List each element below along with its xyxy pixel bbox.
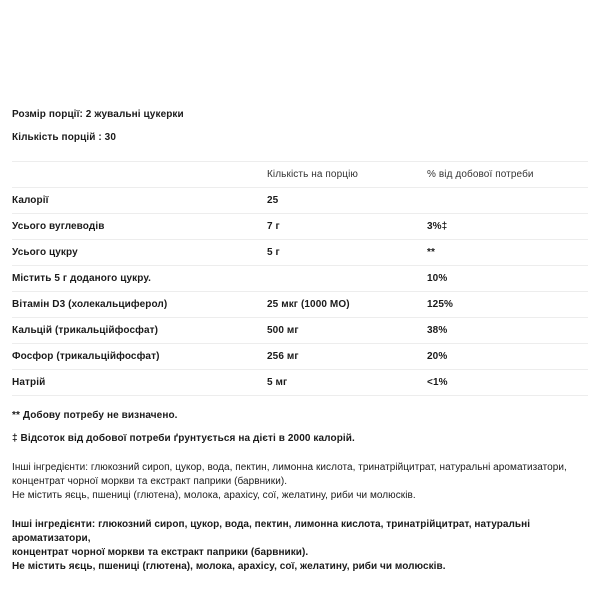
other-ingredients-line-1: Інші інгредієнти: глюкозний сироп, цукор, вода, пектин, лимонна кислота, тринатрійцитрат, натуральні ароматизатори, [12, 462, 567, 473]
nutrient-daily-value: 10% [427, 266, 588, 292]
footnote-2000-calorie-diet: ‡ Відсоток від добової потреби ґрунтується на дієті в 2000 калорій. [12, 433, 355, 444]
table-row [12, 188, 588, 214]
nutrient-name: Фосфор (трикальційфосфат) [12, 344, 267, 370]
nutrient-name: Усього цукру [12, 240, 267, 266]
table-body [12, 188, 588, 396]
nutrient-daily-value [427, 188, 588, 214]
column-header-nutrient [12, 162, 267, 188]
nutrient-name: Вітамін D3 (холекальциферол) [12, 292, 267, 318]
nutrient-amount: 7 г [267, 214, 427, 240]
column-header-amount-per-serving: Кількість на порцію [267, 162, 427, 188]
nutrient-name: Калорії [12, 188, 267, 214]
nutrient-amount [267, 266, 427, 292]
table-row [12, 344, 588, 370]
nutrient-daily-value: 125% [427, 292, 588, 318]
other-ingredients-block-2 [12, 518, 588, 574]
table-row [12, 266, 588, 292]
table-row [12, 318, 588, 344]
nutrient-amount: 256 мг [267, 344, 427, 370]
nutrient-name: Кальцій (трикальційфосфат) [12, 318, 267, 344]
serving-information [12, 0, 588, 145]
table-row [12, 370, 588, 396]
allergen-statement: Не містить яєць, пшениці (глютена), молока, арахісу, сої, желатину, риби чи молюсків. [12, 490, 416, 501]
nutrient-amount: 500 мг [267, 318, 427, 344]
table-row [12, 240, 588, 266]
other-ingredients-block-1 [12, 461, 588, 503]
nutrient-daily-value: ** [427, 240, 588, 266]
nutrient-amount: 25 [267, 188, 427, 214]
nutrient-amount: 5 г [267, 240, 427, 266]
nutrient-amount: 5 мг [267, 370, 427, 396]
nutrient-daily-value: <1% [427, 370, 588, 396]
allergen-statement: Не містить яєць, пшениці (глютена), молока, арахісу, сої, желатину, риби чи молюсків. [12, 561, 446, 572]
other-ingredients-line-1: Інші інгредієнти: глюкозний сироп, цукор, вода, пектин, лимонна кислота, тринатрійцитрат, натуральні ароматизатори, [12, 519, 531, 544]
nutrient-amount: 25 мкг (1000 МО) [267, 292, 427, 318]
other-ingredients-line-2: концентрат чорної моркви та екстракт паприки (барвники). [12, 547, 309, 558]
nutrient-daily-value: 20% [427, 344, 588, 370]
serving-size-line: Розмір порції: 2 жувальні цукерки [12, 109, 184, 120]
table-row [12, 214, 588, 240]
nutrient-name: Містить 5 г доданого цукру. [12, 266, 267, 292]
column-header-percent-daily-value: % від добової потреби [427, 162, 588, 188]
nutrient-name: Усього вуглеводів [12, 214, 267, 240]
table-header-row [12, 162, 588, 188]
table-row [12, 292, 588, 318]
nutrition-facts-table [12, 161, 588, 396]
other-ingredients-line-2: концентрат чорної моркви та екстракт паприки (барвники). [12, 476, 288, 487]
footnotes [12, 409, 588, 446]
footnote-daily-value-not-established: ** Добову потребу не визначено. [12, 410, 178, 421]
servings-per-container-line: Кількість порцій : 30 [12, 132, 116, 143]
nutrient-name: Натрій [12, 370, 267, 396]
nutrient-daily-value: 38% [427, 318, 588, 344]
table-header [12, 162, 588, 188]
nutrient-daily-value: 3%‡ [427, 214, 588, 240]
